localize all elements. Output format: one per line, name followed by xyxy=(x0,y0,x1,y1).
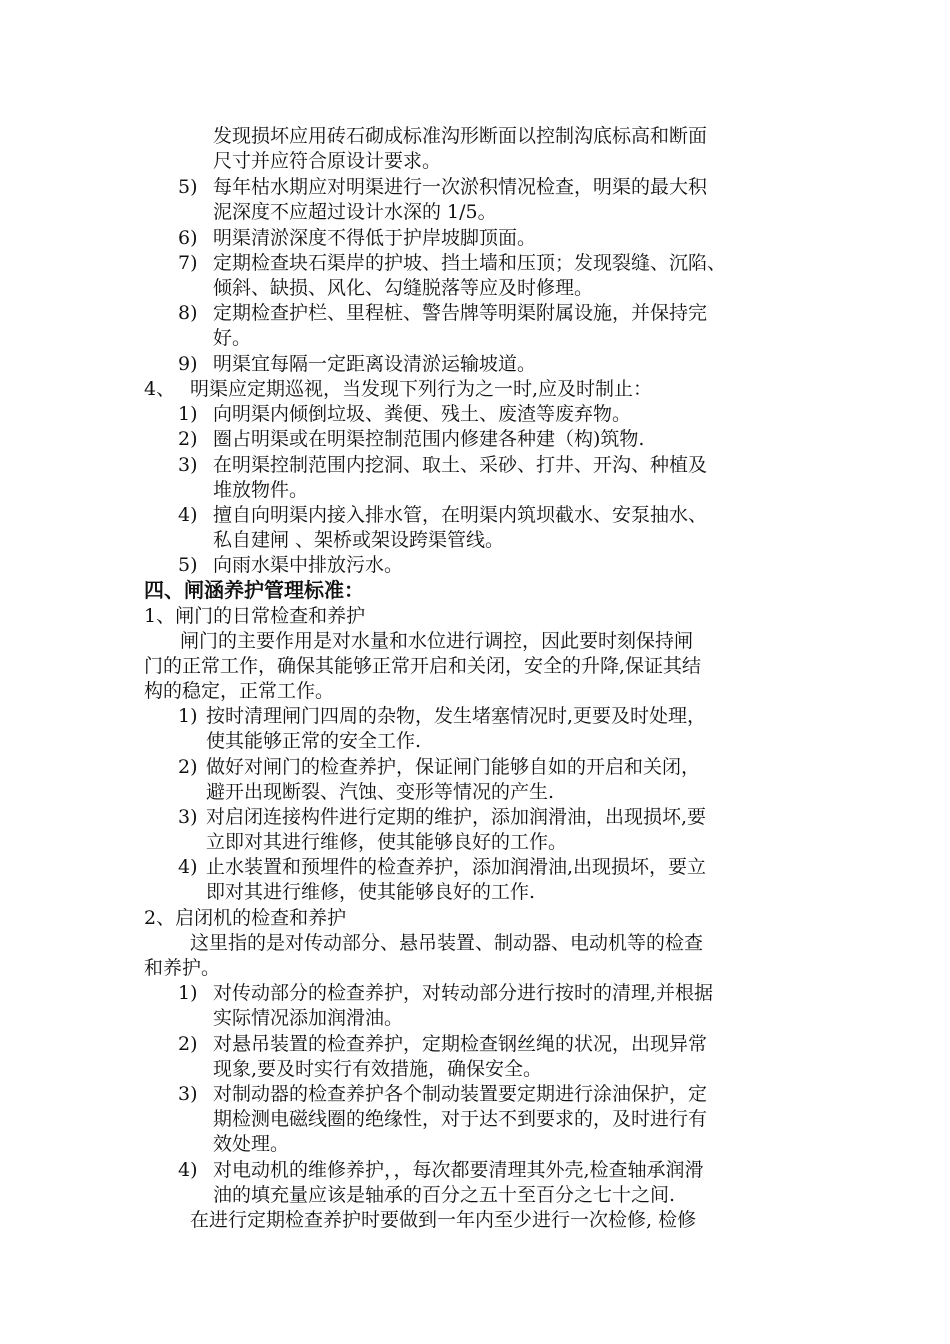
paragraph-line: 构的稳定，正常工作。 xyxy=(144,680,335,702)
text-line: 圈占明渠或在明渠控制范围内修建各种建（构)筑物. xyxy=(213,428,645,450)
paragraph-line: 门的正常工作，确保其能够正常开启和关闭，安全的升降,保证其结 xyxy=(144,655,702,677)
subsection-title: 1、闸门的日常检查和养护 xyxy=(144,605,366,627)
text-line: 好。 xyxy=(213,327,252,349)
text-line: 泥深度不应超过设计水深的 1/5。 xyxy=(213,201,497,223)
text-line: 明渠清淤深度不得低于护岸坡脚顶面。 xyxy=(213,227,537,249)
text-line: 立即对其进行维修，使其能够良好的工作。 xyxy=(206,831,568,853)
text-line: 定期检查块石渠岸的护坡、挡土墙和压顶；发现裂缝、沉陷、 xyxy=(213,252,727,274)
text-line: 油的填充量应该是轴承的百分之五十至百分之七十之间. xyxy=(213,1184,676,1206)
item-number: 8) xyxy=(178,302,198,324)
text-line: 期检测电磁线圈的绝缘性，对于达不到要求的，及时进行有 xyxy=(213,1108,708,1130)
section-number: 4、 xyxy=(144,378,176,400)
text-line: 尺寸并应符合原设计要求。 xyxy=(213,150,442,172)
text-line: 对制动器的检查养护各个制动装置要定期进行涂油保护，定 xyxy=(213,1083,708,1105)
item-number: 2) xyxy=(178,428,198,450)
text-line: 向明渠内倾倒垃圾、粪便、残土、废渣等废弃物。 xyxy=(213,403,632,425)
text-line: 擅自向明渠内接入排水管，在明渠内筑坝截水、安泵抽水、 xyxy=(213,504,708,526)
item-number: 4) xyxy=(178,504,198,526)
text-line: 现象,要及时实行有效措施，确保安全。 xyxy=(213,1058,543,1080)
text-line: 明渠宜每隔一定距离设清淤运输坡道。 xyxy=(213,353,537,375)
text-line: 止水装置和预埋件的检查养护，添加润滑油,出现损坏，要立 xyxy=(206,856,707,878)
item-number: 6) xyxy=(178,227,198,249)
item-number: 2) xyxy=(178,1033,198,1055)
text-line: 在明渠控制范围内挖洞、取土、采砂、打井、开沟、种植及 xyxy=(213,454,708,476)
item-number: 7) xyxy=(178,252,198,274)
item-number: 1) xyxy=(178,982,198,1004)
text-line: 对传动部分的检查养护，对转动部分进行按时的清理,并根据 xyxy=(213,982,714,1004)
text-line: 对启闭连接构件进行定期的维护，添加润滑油，出现损坏,要 xyxy=(206,806,707,828)
text-line: 使其能够正常的安全工作. xyxy=(206,730,422,752)
text-line: 定期检查护栏、里程桩、警告牌等明渠附属设施，并保持完 xyxy=(213,302,708,324)
paragraph-line: 这里指的是对传动部分、悬吊装置、制动器、电动机等的检查 xyxy=(190,932,704,954)
text-line: 做好对闸门的检查养护，保证闸门能够自如的开启和关闭， xyxy=(206,756,701,778)
item-number: 3) xyxy=(178,454,198,476)
text-line: 每年枯水期应对明渠进行一次淤积情况检查，明渠的最大积 xyxy=(213,176,708,198)
item-number: 9) xyxy=(178,353,198,375)
paragraph-line: 闸门的主要作用是对水量和水位进行调控，因此要时刻保持闸 xyxy=(180,630,694,652)
text-line: 按时清理闸门四周的杂物，发生堵塞情况时,更要及时处理， xyxy=(206,705,707,727)
item-number: 4) xyxy=(178,1159,198,1181)
section-heading: 四、闸涵养护管理标准： xyxy=(144,578,364,602)
item-number: 5) xyxy=(178,554,198,576)
text-line: 对悬吊装置的检查养护，定期检查钢丝绳的状况，出现异常 xyxy=(213,1033,708,1055)
text-line: 即对其进行维修，使其能够良好的工作. xyxy=(206,881,536,903)
text-line: 避开出现断裂、汽蚀、变形等情况的产生. xyxy=(206,781,555,803)
paragraph-line: 和养护。 xyxy=(144,957,221,979)
text-line: 堆放物件。 xyxy=(213,479,309,501)
text-line: 向雨水渠中排放污水。 xyxy=(213,554,404,576)
text-line: 发现损坏应用砖石砌成标准沟形断面以控制沟底标高和断面 xyxy=(213,125,708,147)
item-number: 1) xyxy=(178,705,198,727)
item-number: 3) xyxy=(178,1083,198,1105)
item-number: 3) xyxy=(178,806,198,828)
paragraph-line: 在进行定期检查养护时要做到一年内至少进行一次检修, 检修 xyxy=(190,1209,697,1231)
text-line: 倾斜、缺损、风化、勾缝脱落等应及时修理。 xyxy=(213,277,594,299)
item-number: 5) xyxy=(178,176,198,198)
item-number: 2) xyxy=(178,756,198,778)
text-line: 对电动机的维修养护，，每次都要清理其外壳,检查轴承润滑 xyxy=(213,1159,704,1181)
text-line: 明渠应定期巡视，当发现下列行为之一时,应及时制止： xyxy=(190,378,653,400)
text-line: 私自建闸 、架桥或架设跨渠管线。 xyxy=(213,529,505,551)
text-line: 实际情况添加润滑油。 xyxy=(213,1007,404,1029)
text-line: 效处理。 xyxy=(213,1133,290,1155)
subsection-title: 2、启闭机的检查和养护 xyxy=(144,907,347,929)
item-number: 1) xyxy=(178,403,198,425)
item-number: 4) xyxy=(178,856,198,878)
